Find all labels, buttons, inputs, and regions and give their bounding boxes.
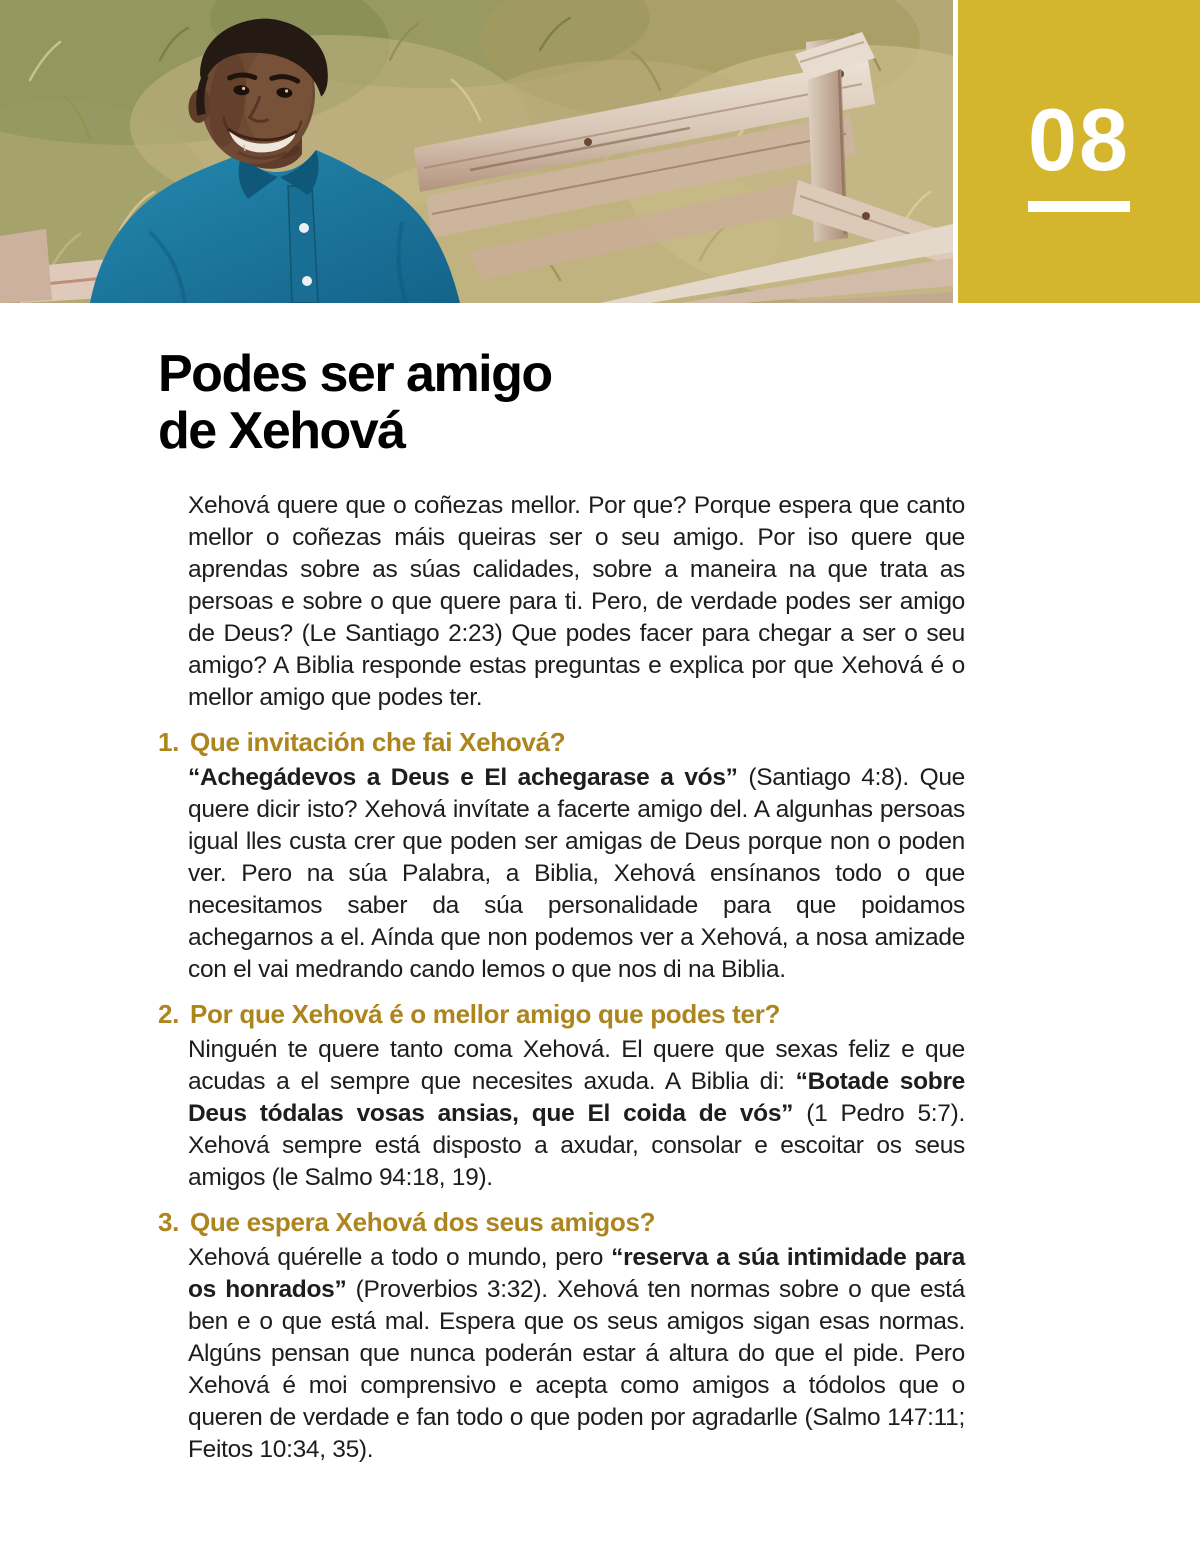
answer-3-paragraph bbox=[188, 1242, 965, 1466]
shirt-button bbox=[299, 223, 309, 233]
intro-paragraph: Xehová quere que o coñezas mellor. Por que? Porque espera que canto mellor o coñezas máis queiras ser o seu amigo. Por iso quere que aprendas sobre as súas calidades, sobre a maneira na que trata as persoas e sobre o que quere para ti. Pero, de verdade podes ser amigo de Deus? (Le Santiago 2:23) Que podes facer para chegar a ser o seu amigo? A Biblia responde estas preguntas e explica por que Xehová é o mellor amigo que podes ter. bbox=[188, 492, 965, 711]
question-2-heading bbox=[158, 998, 965, 1030]
section-1 bbox=[158, 726, 965, 986]
scripture-quote: “Botade sobre Deus tódalas vosas ansias, que El coida de vós” bbox=[188, 1068, 966, 1127]
question-3-text: Que espera Xehová dos seus amigos? bbox=[190, 1207, 656, 1237]
paragraph-rest: (Proverbios 3:32). Xehová ten normas sobre o que está ben e o que está mal. Espera que os seus amigos sigan esas normas. Algúns pensan que nunca poderán estar á altura do que el pide. Pero Xehová é moi comprensivo e acepta como amigos a tódolos que o queren de verdade e fan todo o que poden por agradarlle (Salmo 147:11; Feitos 10:34, 35). bbox=[188, 1276, 965, 1463]
paragraph-lead: Xehová quérelle a todo o mundo, pero bbox=[188, 1244, 612, 1271]
question-1-heading bbox=[158, 726, 965, 758]
question-3-heading bbox=[158, 1206, 965, 1238]
answer-2-paragraph bbox=[188, 1034, 965, 1194]
page-title bbox=[158, 346, 965, 460]
chapter-underline bbox=[1028, 201, 1130, 212]
scripture-quote: “Achegádevos a Deus e El achegarase a vós” bbox=[188, 764, 738, 791]
paragraph-rest: (1 Pedro 5:7). Xehová sempre está disposto a axudar, consolar e escoitar os seus amigos (le Salmo 94:18, 19). bbox=[188, 1100, 966, 1191]
hero-photo bbox=[0, 0, 953, 303]
question-2-text: Por que Xehová é o mellor amigo que podes ter? bbox=[190, 999, 781, 1029]
title-line-1: Podes ser amigo bbox=[158, 345, 552, 403]
section-2 bbox=[158, 998, 965, 1194]
chapter-badge bbox=[958, 0, 1200, 303]
question-2-number: 2. bbox=[158, 999, 180, 1029]
question-3-number: 3. bbox=[158, 1207, 180, 1237]
question-1-number: 1. bbox=[158, 727, 180, 757]
lesson-content bbox=[158, 346, 965, 1466]
paragraph-rest: (Santiago 4:8). Que quere dicir isto? Xehová invítate a facerte amigo del. A algunhas persoas igual lles custa crer que poden ser amigas de Deus porque non o poden ver. Pero na súa Palabra, a Biblia, Xehová ensínanos todo o que necesitamos saber da súa personalidade para que poidamos achegarnos a el. Aínda que non podemos ver a Xehová, a nosa amizade con el vai medrando cando lemos o que nos di na Biblia. bbox=[188, 764, 965, 983]
answer-1-paragraph bbox=[188, 762, 965, 986]
hero-photo-illustration bbox=[0, 0, 953, 303]
shirt-button bbox=[302, 276, 312, 286]
chapter-number: 08 bbox=[1028, 90, 1130, 189]
title-line-2: de Xehová bbox=[158, 402, 405, 460]
section-3 bbox=[158, 1206, 965, 1466]
scripture-quote: “reserva a súa intimidade para os honrados” bbox=[188, 1244, 965, 1303]
question-1-text: Que invitación che fai Xehová? bbox=[190, 727, 566, 757]
paragraph-lead: Ninguén te quere tanto coma Xehová. El quere que sexas feliz e que acudas a el sempre que necesites axuda. A Biblia di: bbox=[188, 1036, 965, 1095]
